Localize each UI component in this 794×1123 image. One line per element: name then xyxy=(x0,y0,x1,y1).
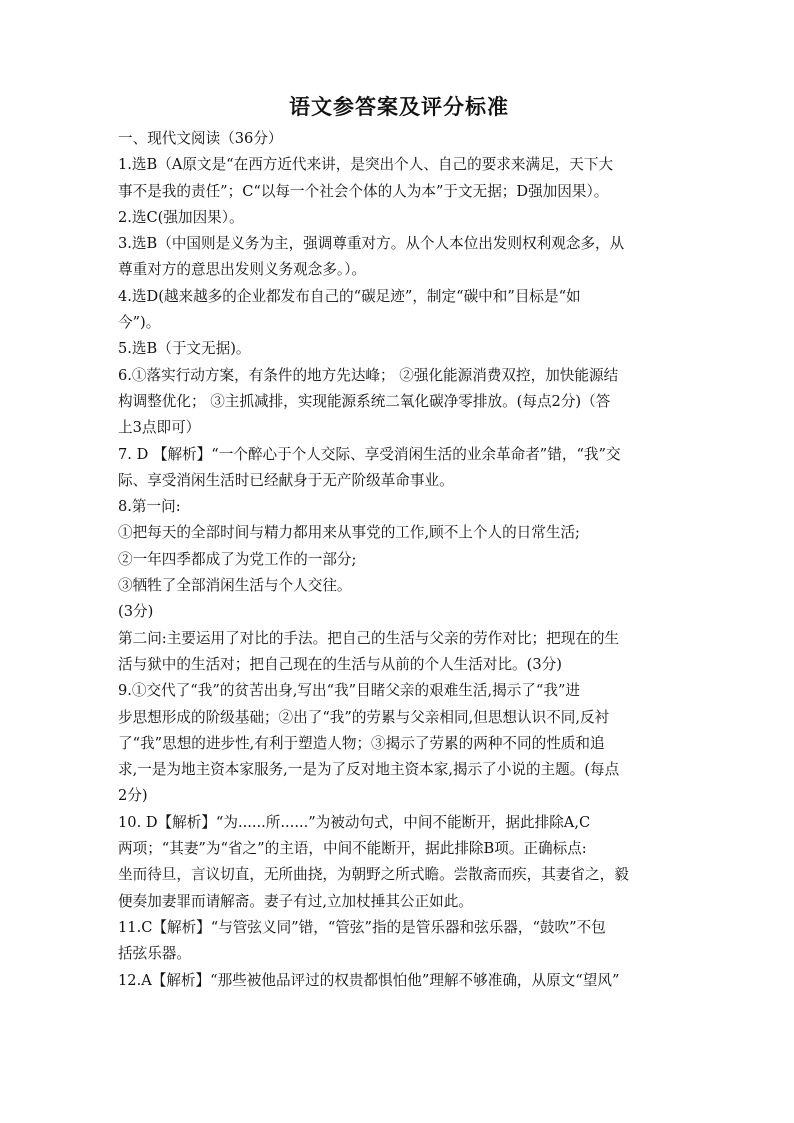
text-line: 求,一是为地主资本家服务,一是为了反对地主资本家,揭示了小说的主题。(每点 xyxy=(118,761,620,779)
text-line: 事不是我的责任”；C“以每一个社会个体的人为本”于文无据；D强加因果）。 xyxy=(118,182,609,200)
text-line: 便奏加妻罪而请解斋。妻子有过,立加杖捶其公正如此。 xyxy=(118,892,473,910)
answer-document xyxy=(118,92,680,994)
text-line: 第二问:主要运用了对比的手法。把自己的生活与父亲的劳作对比；把现在的生 xyxy=(118,629,620,647)
text-line: 6.①落实行动方案，有条件的地方先达峰； ②强化能源消费双控，加快能源结 xyxy=(118,366,619,384)
text-line: 步思想形成的阶级基础；②出了“我”的劳累与父亲相同,但思想认识不同,反衬 xyxy=(118,708,610,726)
text-line: (3分) xyxy=(118,603,154,621)
text-line: 构调整优化； ③主抓减排，实现能源系统二氧化碳净零排放。(每点2分)（答 xyxy=(118,392,611,410)
text-line: 一、现代文阅读（36分） xyxy=(118,130,283,147)
text-line: 上3点即可） xyxy=(118,419,201,437)
text-line: 了“我”思想的进步性,有利于塑造人物；③揭示了劳累的两种不同的性质和追 xyxy=(118,734,605,752)
text-line: 10. D【解析】“为......所......”为被动句式，中间不能断开，据此排除A,C xyxy=(118,813,591,831)
text-line: 2.选C(强加因果）。 xyxy=(118,208,244,226)
text-line: 8.第一问: xyxy=(118,498,181,516)
text-line: 9.①交代了“我”的贫苦出身,写出“我”目睹父亲的艰难生活,揭示了“我”进 xyxy=(118,682,581,700)
text-line: 尊重对方的意思出发则义务观念多。）。 xyxy=(118,261,367,279)
text-line: 2分) xyxy=(118,787,148,805)
text-line: 1.选B（A原文是“在西方近代来讲，是突出个人、自己的要求来满足，天下大 xyxy=(118,156,614,174)
text-line: ③牺牲了全部消闲生活与个人交往。 xyxy=(118,577,352,595)
text-line: 两项；“其妻”为“省之”的主语，中间不能断开，据此排除B项。正确标点: xyxy=(118,840,587,858)
text-line: 活与狱中的生活对；把自己现在的生活与从前的个人生活对比。(3分) xyxy=(118,655,562,673)
text-line: 7. D 【解析】“一个醉心于个人交际、享受消闲生活的业余革命者”错，“我”交 xyxy=(118,445,621,463)
text-line: 坐而待旦，言议切直，无所曲挠，为朝野之所式瞻。尝散斋而疾，其妻省之，毅 xyxy=(118,866,629,884)
text-line: 括弦乐器。 xyxy=(118,945,191,963)
text-line: 3.选B（中国则是义务为主，强调尊重对方。从个人本位出发则权利观念多，从 xyxy=(118,235,625,253)
text-line: ①把每天的全部时间与精力都用来从事党的工作,顾不上个人的日常生活; xyxy=(118,524,580,542)
text-line: 12.A【解析】“那些被他品评过的权贵都惧怕他”理解不够准确，从原文“望风” xyxy=(118,971,620,989)
text-line: 4.选D(越来越多的企业都发布自己的“碳足迹”，制定“碳中和”目标是“如 xyxy=(118,287,581,305)
text-line: 今”)。 xyxy=(118,314,161,332)
text-line: ②一年四季都成了为党工作的一部分; xyxy=(118,550,357,568)
answer-body xyxy=(118,126,680,994)
text-line: 11.C【解析】“与管弦义同”错，“管弦”指的是管乐器和弦乐器，“鼓吹”不包 xyxy=(118,918,606,936)
text-line: 际、享受消闲生活时已经献身于无产阶级革命事业。 xyxy=(118,471,454,489)
document-title: 语文参答案及评分标准 xyxy=(289,94,509,119)
text-line: 5.选B（于文无据)。 xyxy=(118,340,251,358)
